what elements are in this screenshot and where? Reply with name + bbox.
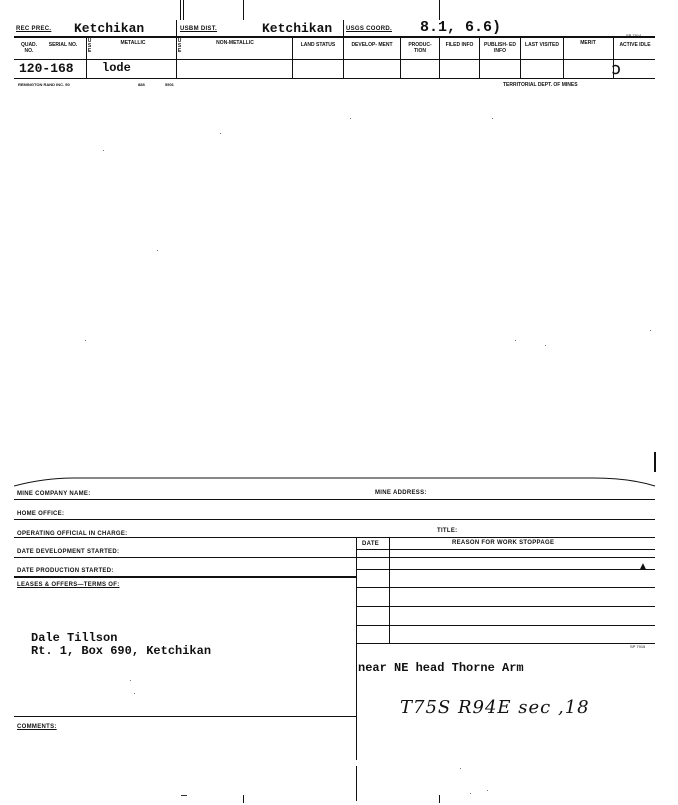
- column-divider: [439, 37, 440, 78]
- column-divider: [343, 37, 344, 78]
- col-serial-no: SERIAL NO.: [48, 42, 78, 48]
- date-production-label: DATE PRODUCTION STARTED:: [17, 568, 114, 574]
- column-divider: [563, 37, 564, 78]
- speck: [85, 340, 86, 341]
- date-development-label: DATE DEVELOPMENT STARTED:: [17, 549, 120, 555]
- location-note: near NE head Thorne Arm: [358, 661, 524, 675]
- rec-prec-label: REC PREC.: [16, 26, 52, 32]
- mine-address-label: MINE ADDRESS:: [375, 490, 427, 496]
- speck: [460, 768, 461, 769]
- speck: [545, 345, 546, 346]
- speck: [130, 680, 131, 681]
- column-divider: [479, 37, 480, 78]
- printer-imprint: REMINGTON RAND INC. 50: [18, 82, 70, 87]
- speck: [492, 118, 493, 119]
- stoppage-rule: [356, 549, 655, 550]
- col-last-visited: LAST VISITED: [525, 42, 559, 48]
- form-number-2: SP 7915: [630, 644, 646, 649]
- col-production: PRODUC- TION: [408, 42, 432, 54]
- leases-offers-label: LEASES & OFFERS—TERMS OF:: [17, 582, 120, 588]
- col-development: DEVELOP- MENT: [351, 42, 393, 48]
- header-rule: [14, 36, 655, 38]
- top-divider: [183, 0, 184, 20]
- column-header-rule: [14, 59, 655, 60]
- speck: [350, 118, 351, 119]
- bottom-tick: [439, 795, 440, 803]
- form-rule: [14, 716, 356, 717]
- column-divider: [520, 37, 521, 78]
- stoppage-divider: [356, 537, 357, 647]
- stoppage-rule: [356, 643, 655, 644]
- speck: [650, 330, 651, 331]
- reason-column-header: REASON FOR WORK STOPPAGE: [452, 540, 555, 546]
- card-edge: [654, 452, 656, 472]
- column-divider: [400, 37, 401, 78]
- speck: [220, 133, 221, 134]
- col-use-nonmetallic: U S E: [177, 38, 182, 54]
- rec-prec-value: Ketchikan: [74, 21, 145, 36]
- speck: [103, 150, 104, 151]
- col-active-idle: ACTIVE IDLE: [619, 42, 651, 48]
- operating-official-label: OPERATING OFFICIAL IN CHARGE:: [17, 531, 128, 537]
- home-office-label: HOME OFFICE:: [17, 511, 65, 517]
- form-rule: [14, 499, 655, 500]
- printer-code-2: 5501: [165, 82, 174, 87]
- lower-divider: [356, 647, 357, 760]
- usgs-coord-value: 8.1, 6.6): [420, 19, 502, 36]
- speck: [487, 790, 488, 791]
- date-column-header: DATE: [362, 541, 380, 547]
- speck: [134, 693, 135, 694]
- stoppage-rule: [356, 606, 655, 607]
- header-divider: [176, 20, 177, 38]
- lower-divider: [356, 766, 357, 801]
- stoppage-rule: [356, 587, 655, 588]
- form-rule: [14, 557, 655, 558]
- handwritten-legal-description: T75S R94E sec ,18: [400, 697, 590, 718]
- printer-code-1: 888: [138, 82, 145, 87]
- speck: [181, 795, 187, 796]
- row-bottom-rule: [14, 78, 655, 79]
- quad-serial-value: 120-168: [19, 61, 74, 76]
- col-use-metallic: U S E: [87, 38, 92, 54]
- col-non-metallic: NON-METALLIC: [216, 40, 254, 46]
- owner-address: Rt. 1, Box 690, Ketchikan: [31, 644, 212, 658]
- bottom-tick: [243, 795, 244, 803]
- form-number: SP 7914: [626, 33, 642, 38]
- form-rule: [14, 519, 655, 520]
- usbm-dist-label: USBM DIST.: [180, 26, 218, 32]
- column-divider: [292, 37, 293, 78]
- speck: [515, 340, 516, 341]
- top-divider: [243, 0, 244, 20]
- header-divider: [343, 20, 344, 38]
- marker-arrow: ▲: [638, 561, 648, 572]
- col-metallic: METALLIC: [120, 40, 146, 46]
- col-merit: MERIT: [580, 40, 596, 46]
- col-quad-no: QUAD. NO.: [20, 42, 38, 54]
- comments-label: COMMENTS:: [17, 724, 57, 730]
- usbm-dist-value: Ketchikan: [262, 21, 333, 36]
- col-filed-info: FILED INFO: [445, 42, 474, 48]
- form-rule: [356, 569, 655, 570]
- top-divider: [439, 0, 440, 20]
- col-published-info: PUBLISH- ED INFO: [484, 42, 516, 54]
- top-divider: [180, 0, 181, 20]
- speck: [470, 793, 471, 794]
- col-land-status: LAND STATUS: [300, 42, 336, 48]
- form-rule: [14, 576, 356, 578]
- stoppage-rule: [356, 625, 655, 626]
- metallic-value: lode: [102, 61, 131, 75]
- usgs-coord-label: USGS COORD.: [346, 26, 392, 32]
- dept-imprint: TERRITORIAL DEPT. OF MINES: [503, 82, 578, 88]
- form-rule: [14, 537, 655, 538]
- speck: [157, 250, 158, 251]
- stoppage-divider: [389, 537, 390, 643]
- mine-company-name-label: MINE COMPANY NAME:: [17, 491, 91, 497]
- title-label: TITLE:: [437, 528, 458, 534]
- owner-name: Dale Tillson: [31, 631, 118, 645]
- card-edge-curve: [14, 476, 656, 488]
- active-mark: Ↄ: [612, 63, 621, 77]
